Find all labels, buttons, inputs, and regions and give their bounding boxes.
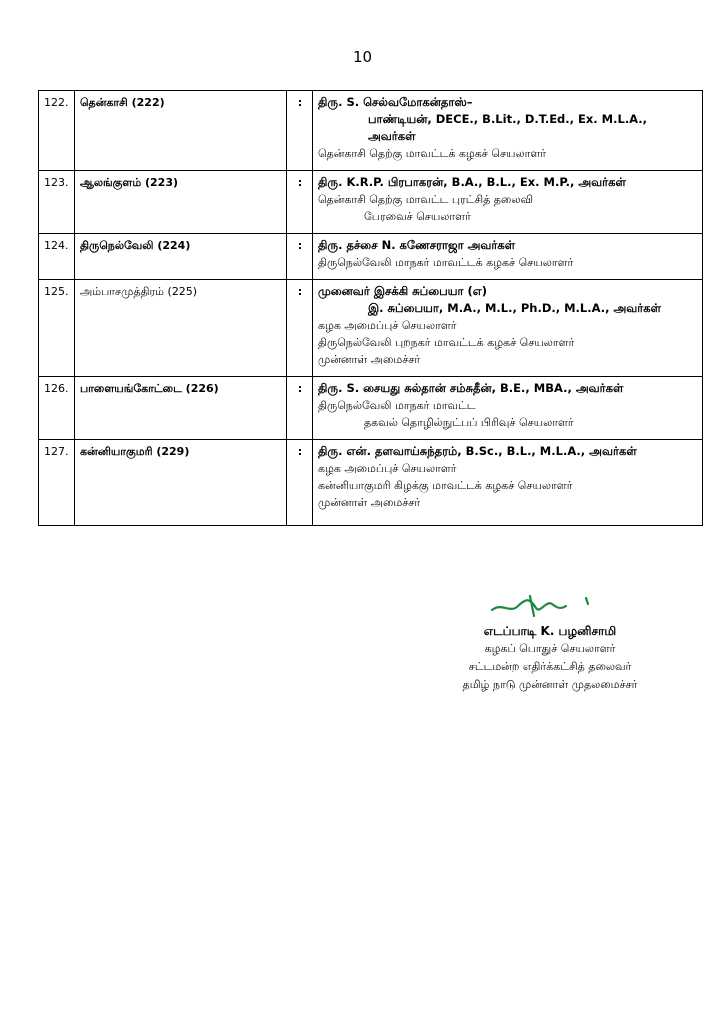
candidate-role: கழக அமைப்புச் செயலாளர் (318, 319, 457, 332)
candidate-name: திரு. K.R.P. பிரபாகரன், B.A., B.L., Ex. M.P., அவர்கள் (318, 175, 626, 189)
candidate-role: திருநெல்வேலி மாநகர் மாவட்டக் கழகச் செயலாளர் (318, 256, 574, 269)
separator-colon: : (287, 280, 313, 377)
candidate-name: திரு. S. சையது சுல்தான் சம்சுதீன், B.E., MBA., அவர்கள் (318, 381, 624, 395)
candidate-name: முனைவர் இசக்கி சுப்பையா (எ) (318, 284, 488, 298)
serial-number: 125. (39, 280, 75, 377)
candidate-role: முன்னாள் அமைச்சர் (318, 353, 421, 366)
candidate-role: தென்காசி தெற்கு மாவட்ட புரட்சித் தலைவி (318, 193, 533, 206)
constituency: கன்னியாகுமரி (229) (75, 440, 287, 526)
signature-block (420, 592, 680, 694)
constituency: திருநெல்வேலி (224) (75, 234, 287, 280)
candidate-name-cont: பாண்டியன், DECE., B.Lit., D.T.Ed., Ex. M.L.A., அவர்கள் (368, 112, 648, 143)
signatory-title: தமிழ் நாடு முன்னாள் முதலமைச்சர் (462, 678, 638, 691)
signatory-title: கழகப் பொதுச் செயலாளர் (484, 642, 616, 655)
candidate-role: திருநெல்வேலி புறநகர் மாவட்டக் கழகச் செயலாளர் (318, 336, 575, 349)
candidate-role: முன்னாள் அமைச்சர் (318, 496, 421, 509)
separator-colon: : (287, 171, 313, 234)
candidate-details (313, 280, 703, 377)
table-row (39, 280, 703, 377)
candidate-role: கழக அமைப்புச் செயலாளர் (318, 462, 457, 475)
constituency: அம்பாசமுத்திரம் (225) (75, 280, 287, 377)
separator-colon: : (287, 91, 313, 171)
serial-number: 127. (39, 440, 75, 526)
candidate-details (313, 91, 703, 171)
separator-colon: : (287, 440, 313, 526)
candidate-name: திரு. தச்சை N. கணேசராஜா அவர்கள் (318, 238, 516, 252)
candidate-details (313, 440, 703, 526)
constituency: ஆலங்குளம் (223) (75, 171, 287, 234)
candidate-table (38, 90, 703, 526)
serial-number: 122. (39, 91, 75, 171)
separator-colon: : (287, 234, 313, 280)
serial-number: 126. (39, 377, 75, 440)
candidate-name: திரு. என். தளவாய்சுந்தரம், B.Sc., B.L., M.L.A., அவர்கள் (318, 444, 637, 458)
constituency: பாளையங்கோட்டை (226) (75, 377, 287, 440)
table-row (39, 440, 703, 526)
table-row (39, 91, 703, 171)
table-row (39, 171, 703, 234)
candidate-details (313, 234, 703, 280)
candidate-role: திருநெல்வேலி மாநகர் மாவட்ட (318, 399, 476, 412)
signatory-title: சட்டமன்ற எதிர்க்கட்சித் தலைவர் (468, 660, 632, 673)
signatory-name: எடப்பாடி K. பழனிசாமி (483, 624, 617, 638)
candidate-name: திரு. S. செல்வமோகன்தாஸ்– (318, 95, 473, 109)
page-number: 10 (352, 48, 373, 66)
handwritten-signature (490, 592, 600, 618)
candidate-role: தகவல் தொழில்நுட்பப் பிரிவுச் செயலாளர் (364, 416, 574, 429)
table-row (39, 377, 703, 440)
candidate-name-cont: இ. சுப்பையா, M.A., M.L., Ph.D., M.L.A., அவர்கள் (368, 301, 662, 315)
separator-colon: : (287, 377, 313, 440)
candidate-role: பேரவைச் செயலாளர் (364, 210, 471, 223)
table-row (39, 234, 703, 280)
serial-number: 124. (39, 234, 75, 280)
candidate-role: தென்காசி தெற்கு மாவட்டக் கழகச் செயலாளர் (318, 147, 547, 160)
constituency: தென்காசி (222) (75, 91, 287, 171)
serial-number: 123. (39, 171, 75, 234)
candidate-details (313, 171, 703, 234)
candidate-details (313, 377, 703, 440)
candidate-role: கன்னியாகுமரி கிழக்கு மாவட்டக் கழகச் செயலாளர் (318, 479, 573, 492)
